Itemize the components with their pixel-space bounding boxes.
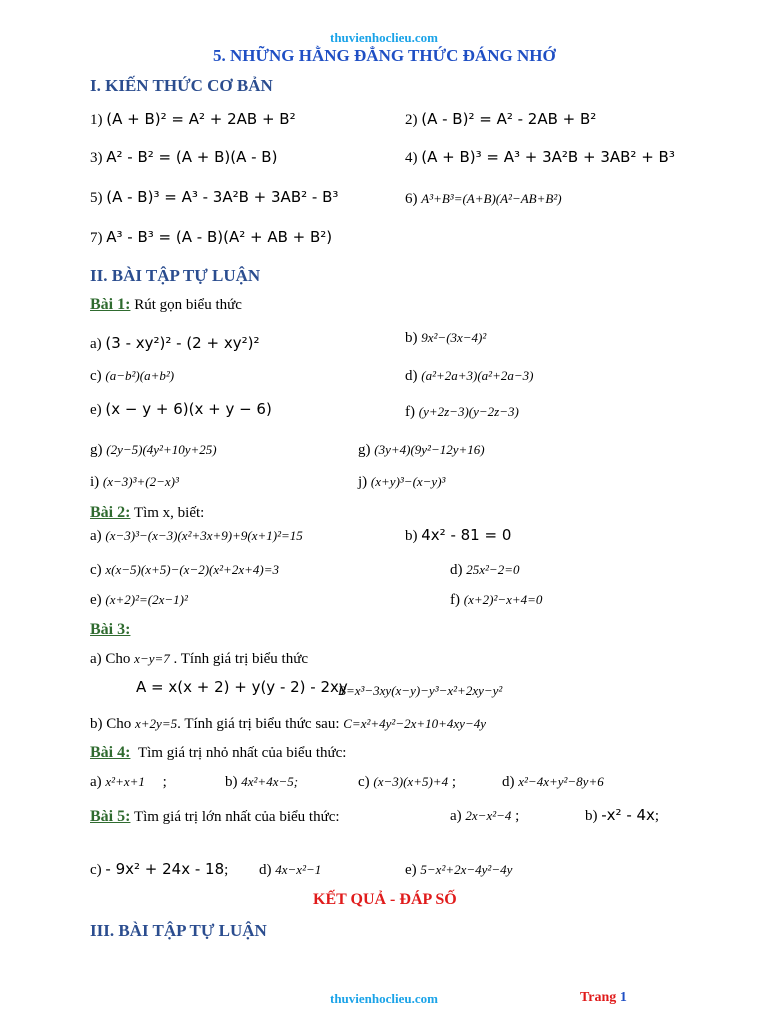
item-label: a) (90, 528, 102, 544)
bai2-item-b (405, 526, 511, 545)
bai5-item-b (585, 806, 659, 825)
bai4-label: Bài 4: (90, 744, 131, 761)
bai3-expr-c: C=x²+4y²−2x+10+4xy−4y (343, 716, 486, 731)
item-label: c) (90, 862, 102, 878)
identity-formula: (A - B)² = A² - 2AB + B² (421, 110, 597, 128)
item-label: g) (358, 442, 371, 458)
bai3-b-condition: x+2y=5 (135, 716, 178, 731)
bai1-item-e (90, 400, 272, 419)
item-label: f) (450, 592, 460, 608)
item-label: j) (358, 474, 368, 490)
item-label: e) (90, 592, 102, 608)
item-formula: (x+2)²−x+4=0 (463, 592, 543, 607)
bai5-item-c (90, 860, 228, 879)
bai3-label: Bài 3: (90, 621, 131, 638)
bai5-item-e (405, 862, 512, 879)
page-number-value: 1 (619, 990, 627, 1005)
page-label: Trang (580, 990, 617, 1005)
bai2-item-f (450, 592, 542, 609)
page-number (580, 990, 627, 1006)
bai5-label: Bài 5: (90, 808, 131, 825)
item-formula: 4x−x²−1 (275, 862, 322, 877)
item-label: f) (405, 404, 415, 420)
bai2-item-d (450, 562, 519, 579)
bai1-item-f (405, 404, 519, 421)
identity-number: 7) (90, 230, 103, 246)
bai1-item-i (90, 474, 179, 491)
item-label: c) (358, 774, 370, 790)
item-formula: (x−3)³+(2−x)³ (102, 474, 179, 489)
item-separator: ; (224, 862, 229, 878)
bai4-item-c (358, 774, 456, 791)
item-formula: (y+2z−3)(y−2z−3) (418, 404, 519, 419)
item-formula: x²−4x+y²−8y+6 (518, 774, 604, 789)
item-formula: (x−3)³−(x−3)(x²+3x+9)+9(x+1)²=15 (105, 528, 303, 543)
bai4-header (90, 744, 346, 762)
item-formula: (x+2)²=(2x−1)² (105, 592, 188, 607)
section2-heading: II. BÀI TẬP TỰ LUẬN (90, 266, 261, 285)
identity-number: 5) (90, 190, 103, 206)
item-formula: (x−3)(x+5)+4 (373, 774, 449, 789)
identity-number: 3) (90, 150, 103, 166)
item-label: b) (405, 528, 418, 544)
bai5-instruction: Tìm giá trị lớn nhất của biểu thức: (133, 809, 340, 825)
bai5-header (90, 808, 340, 826)
item-formula: 4x² - 81 = 0 (421, 526, 512, 544)
bai1-item-c (90, 368, 174, 385)
identity-formula: (A + B)² = A² + 2AB + B² (106, 110, 296, 128)
bai2-item-c (90, 562, 279, 579)
bai3-a-prefix: a) Cho (90, 651, 131, 667)
identity-formula: (A - B)³ = A³ - 3A²B + 3AB² - B³ (106, 188, 339, 206)
item-label: g) (90, 442, 103, 458)
bai2-item-e (90, 592, 188, 609)
item-label: d) (450, 562, 463, 578)
item-label: b) (405, 330, 418, 346)
item-formula: (2y−5)(4y²+10y+25) (106, 442, 217, 457)
bai1-item-j (358, 474, 445, 491)
item-formula: 2x−x²−4 (465, 808, 512, 823)
bai3-expr-a: A = x(x + 2) + y(y - 2) - 2xy (136, 678, 348, 696)
bai1-item-a (90, 334, 259, 353)
bai2-label: Bài 2: (90, 504, 131, 521)
bai4-instruction: Tìm giá trị nhỏ nhất của biểu thức: (137, 745, 347, 761)
identity-formula: A² - B² = (A + B)(A - B) (106, 148, 278, 166)
item-formula: 4x²+4x−5; (241, 774, 299, 789)
item-separator: ; (654, 808, 660, 824)
bai3-a-text: . Tính giá trị biểu thức (173, 651, 309, 667)
identity-formula: A³ - B³ = (A - B)(A² + AB + B²) (106, 228, 333, 246)
bai1-header (90, 296, 242, 314)
item-formula: 9x²−(3x−4)² (421, 330, 487, 345)
item-label: a) (90, 774, 102, 790)
identity-formula: A³+B³=(A+B)(A²−AB+B²) (421, 191, 562, 206)
bai4-item-b (225, 774, 298, 791)
bai3-b-prefix: b) Cho (90, 716, 132, 732)
bai1-instruction: Rút gọn biểu thức (134, 297, 242, 313)
bai2-instruction: Tìm x, biết: (133, 505, 205, 521)
item-label: d) (502, 774, 515, 790)
item-separator: ; (515, 808, 520, 824)
bai1-item-g1 (90, 442, 217, 459)
site-footer-link[interactable]: thuvienhoclieu.com (330, 991, 438, 1006)
bai5-item-a (450, 808, 519, 825)
item-formula: - 9x² + 24x - 18 (105, 860, 225, 878)
identity-number: 6) (405, 191, 418, 207)
item-formula: 5−x²+2x−4y²−4y (420, 862, 513, 877)
results-heading: III. BÀI TẬP TỰ LUẬN (90, 921, 267, 940)
item-label: d) (405, 368, 418, 384)
item-formula: -x² - 4x (601, 806, 655, 824)
identity-formula: (A + B)³ = A³ + 3A²B + 3AB² + B³ (421, 148, 675, 166)
item-formula: (a²+2a+3)(a²+2a−3) (421, 368, 534, 383)
identity-4 (405, 148, 675, 167)
lesson-title: 5. NHỮNG HẰNG ĐẲNG THỨC ĐÁNG NHỚ (213, 46, 556, 65)
item-label: e) (90, 402, 102, 418)
item-formula: (3y+4)(9y²−12y+16) (374, 442, 485, 457)
identity-5 (90, 188, 338, 207)
item-formula: (x − y + 6)(x + y − 6) (105, 400, 272, 418)
results-title: KẾT QUẢ - ĐÁP SỐ (313, 891, 457, 908)
item-formula: (x+y)³−(x−y)³ (370, 474, 446, 489)
bai4-item-d (502, 774, 604, 791)
item-separator: ; (451, 774, 457, 790)
item-formula: x(x−5)(x+5)−(x−2)(x²+2x+4)=3 (105, 562, 279, 577)
identity-7 (90, 228, 332, 247)
item-label: c) (90, 562, 102, 578)
identity-number: 2) (405, 112, 418, 128)
item-label: b) (585, 808, 598, 824)
bai2-item-a (90, 528, 303, 545)
bai1-item-b (405, 330, 486, 347)
bai2-header (90, 504, 204, 522)
item-separator: ; (162, 774, 167, 790)
bai3-a-condition: x−y=7 (134, 651, 170, 666)
item-label: a) (450, 808, 462, 824)
item-label: c) (90, 368, 102, 384)
item-label: b) (225, 774, 238, 790)
item-formula: x²+x+1 (105, 774, 145, 789)
item-formula: 25x²−2=0 (466, 562, 520, 577)
item-formula: (a−b²)(a+b²) (105, 368, 175, 383)
bai3-part-b (90, 716, 486, 733)
item-label: a) (90, 336, 102, 352)
bai1-item-d (405, 368, 533, 385)
bai1-label: Bài 1: (90, 296, 131, 313)
bai1-item-g2 (358, 442, 485, 459)
bai5-item-d (259, 862, 321, 879)
item-formula: (3 - xy²)² - (2 + xy²)² (105, 334, 260, 352)
bai4-item-a (90, 774, 167, 791)
bai3-expr-b: B=x³−3xy(x−y)−y³−x²+2xy−y² (338, 683, 503, 698)
item-label: i) (90, 474, 100, 490)
identity-number: 1) (90, 112, 103, 128)
identity-number: 4) (405, 150, 418, 166)
bai3-part-a (90, 651, 308, 668)
identity-1 (90, 110, 296, 129)
identity-2 (405, 110, 596, 129)
identity-3 (90, 148, 277, 167)
identity-6 (405, 191, 562, 208)
item-label: e) (405, 862, 417, 878)
site-header-link[interactable]: thuvienhoclieu.com (330, 30, 438, 45)
section1-heading: I. KIẾN THỨC CƠ BẢN (90, 76, 273, 95)
item-label: d) (259, 862, 272, 878)
bai3-b-text: . Tính giá trị biểu thức sau: (177, 716, 340, 732)
